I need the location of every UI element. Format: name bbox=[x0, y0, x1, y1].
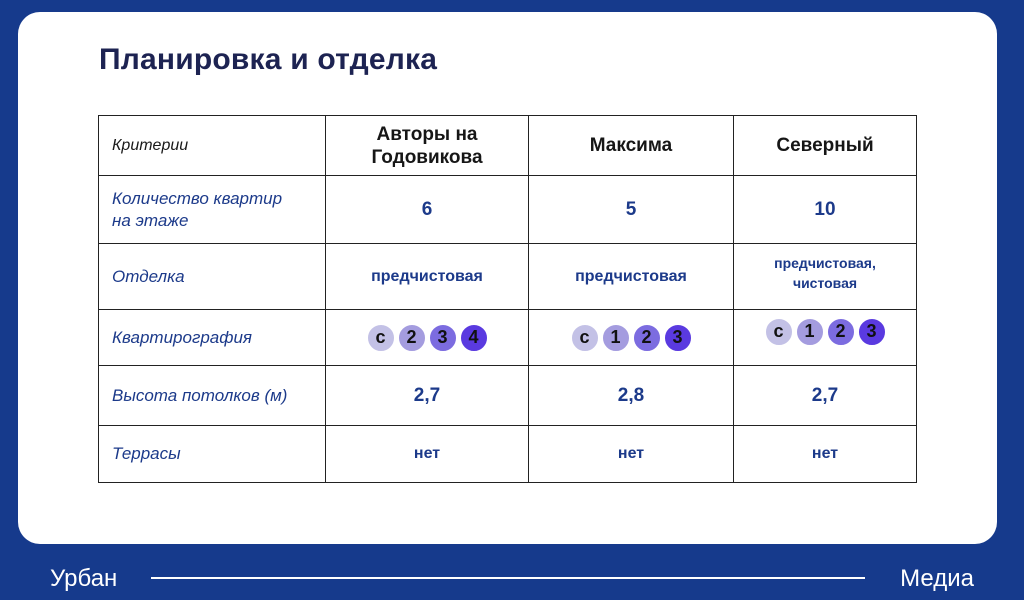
cell-finish-3-text: предчистовая, чистовая bbox=[774, 254, 876, 291]
cell-terraces-1: нет bbox=[326, 426, 529, 483]
layout-badges-2 bbox=[529, 324, 733, 352]
layout-badge: с bbox=[765, 318, 793, 346]
layout-badges-1 bbox=[326, 324, 528, 352]
cell-layouts-3 bbox=[734, 310, 917, 366]
footer-brand-left: Урбан bbox=[50, 565, 118, 592]
table-row bbox=[99, 366, 917, 426]
cell-finish-2: предчистовая bbox=[529, 244, 734, 310]
header-col-maksima: Максима bbox=[529, 116, 734, 176]
layout-badges-3 bbox=[734, 318, 916, 346]
layout-badge: 2 bbox=[827, 318, 855, 346]
table-row bbox=[99, 426, 917, 483]
cell-ceiling-1: 2,7 bbox=[326, 366, 529, 426]
table-row bbox=[99, 310, 917, 366]
layout-badge: 2 bbox=[398, 324, 426, 352]
layout-badge: 3 bbox=[664, 324, 692, 352]
table-row bbox=[99, 244, 917, 310]
cell-apartments-1: 6 bbox=[326, 176, 529, 244]
table-row bbox=[99, 176, 917, 244]
footer-brand-right: Медиа bbox=[900, 565, 974, 592]
cell-apartments-2: 5 bbox=[529, 176, 734, 244]
cell-terraces-2: нет bbox=[529, 426, 734, 483]
cell-terraces-3: нет bbox=[734, 426, 917, 483]
header-col-severny: Северный bbox=[734, 116, 917, 176]
header-criteria: Критерии bbox=[99, 116, 326, 176]
table-header-row bbox=[99, 116, 917, 176]
layout-badge: 1 bbox=[602, 324, 630, 352]
layout-badge: 4 bbox=[460, 324, 488, 352]
cell-ceiling-2: 2,8 bbox=[529, 366, 734, 426]
row-label-apartments bbox=[99, 176, 326, 244]
page-title: Планировка и отделка bbox=[99, 43, 438, 76]
comparison-table bbox=[98, 115, 917, 483]
layout-badge: с bbox=[571, 324, 599, 352]
layout-badge: 3 bbox=[858, 318, 886, 346]
cell-layouts-1 bbox=[326, 310, 529, 366]
row-label-apartments-text: Количество квартир на этаже bbox=[112, 188, 283, 230]
header-col-godovikova-label: Авторы на Годовикова bbox=[371, 123, 483, 168]
layout-badge: 3 bbox=[429, 324, 457, 352]
cell-layouts-2 bbox=[529, 310, 734, 366]
layout-badge: 2 bbox=[633, 324, 661, 352]
row-label-finish: Отделка bbox=[99, 244, 326, 310]
layout-badge: 1 bbox=[796, 318, 824, 346]
footer-divider bbox=[151, 577, 865, 579]
header-col-godovikova bbox=[326, 116, 529, 176]
cell-ceiling-3: 2,7 bbox=[734, 366, 917, 426]
row-label-ceiling: Высота потолков (м) bbox=[99, 366, 326, 426]
content-card bbox=[18, 12, 997, 544]
cell-finish-3 bbox=[734, 244, 917, 310]
layout-badge: с bbox=[367, 324, 395, 352]
row-label-terraces: Террасы bbox=[99, 426, 326, 483]
row-label-layouts: Квартирография bbox=[99, 310, 326, 366]
cell-apartments-3: 10 bbox=[734, 176, 917, 244]
cell-finish-1: предчистовая bbox=[326, 244, 529, 310]
